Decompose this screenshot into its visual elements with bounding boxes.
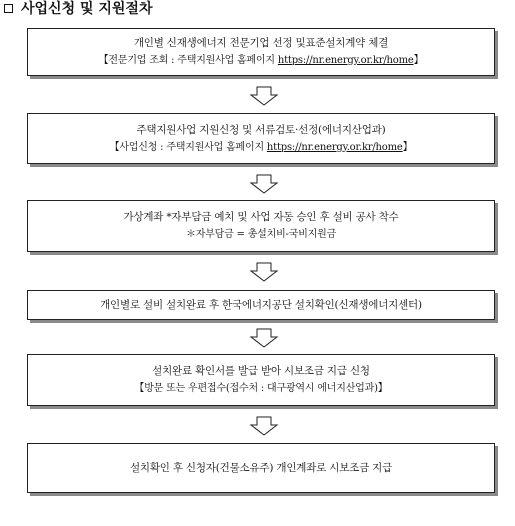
process-step-1 [27,28,495,76]
step-1-sub-suffix: 】 [413,55,424,66]
step-1-sub-text [99,52,424,69]
down-arrow-icon [249,416,279,436]
down-arrow-icon [249,174,279,194]
process-step-5 [27,354,495,406]
section-title-text: 사업신청 및 지원절차 [21,1,153,17]
step-3-main-text: 가상계좌 *자부담금 예치 및 사업 자동 승인 후 설비 공사 착수 [123,211,399,223]
step-4-main-text: 개인별로 설비 설치완료 후 한국에너지공단 설치확인(신재생에너지센터) [100,298,422,311]
process-step-2 [27,113,495,164]
step-1-main-text: 개인별 신재생에너지 전문기업 선정 및표준설치계약 체결 [133,37,389,49]
step-2-main-text: 주택지원사업 지원신청 및 서류검토·선정(에너지산업과) [136,123,386,136]
step-1-sub-prefix: 【전문기업 조회 : 주택지원사업 홈페이지 [98,55,278,66]
down-arrow-icon [249,86,279,106]
step-3-sub-text: ＊자부담금 = 총설치비-국비지원금 [185,229,337,240]
down-arrow-icon [249,328,279,348]
checkbox-square-icon [4,4,13,13]
process-step-3 [27,200,495,252]
step-2-homepage-link[interactable]: https://nr.energy.or.kr/home [266,141,403,153]
step-6-main-text: 설치확인 후 신청자(건물소유주) 개인계좌로 시보조금 지급 [129,461,393,474]
step-2-sub-text [110,139,413,156]
down-arrow-icon [249,262,279,282]
process-step-4 [27,290,495,320]
step-1-homepage-link[interactable]: https://nr.energy.or.kr/home [277,55,414,66]
step-5-sub-text: 【방문 또는 우편접수(접수처 : 대구광역시 에너지산업과)】 [134,383,388,394]
step-2-sub-suffix: 】 [402,141,413,153]
section-title [4,0,152,18]
step-2-sub-prefix: 【사업신청 : 주택지원사업 홈페이지 [109,141,267,153]
step-5-main-text: 설치완료 확인서를 발급 받아 시보조금 지급 신청 [152,365,370,377]
process-step-6 [27,443,495,493]
